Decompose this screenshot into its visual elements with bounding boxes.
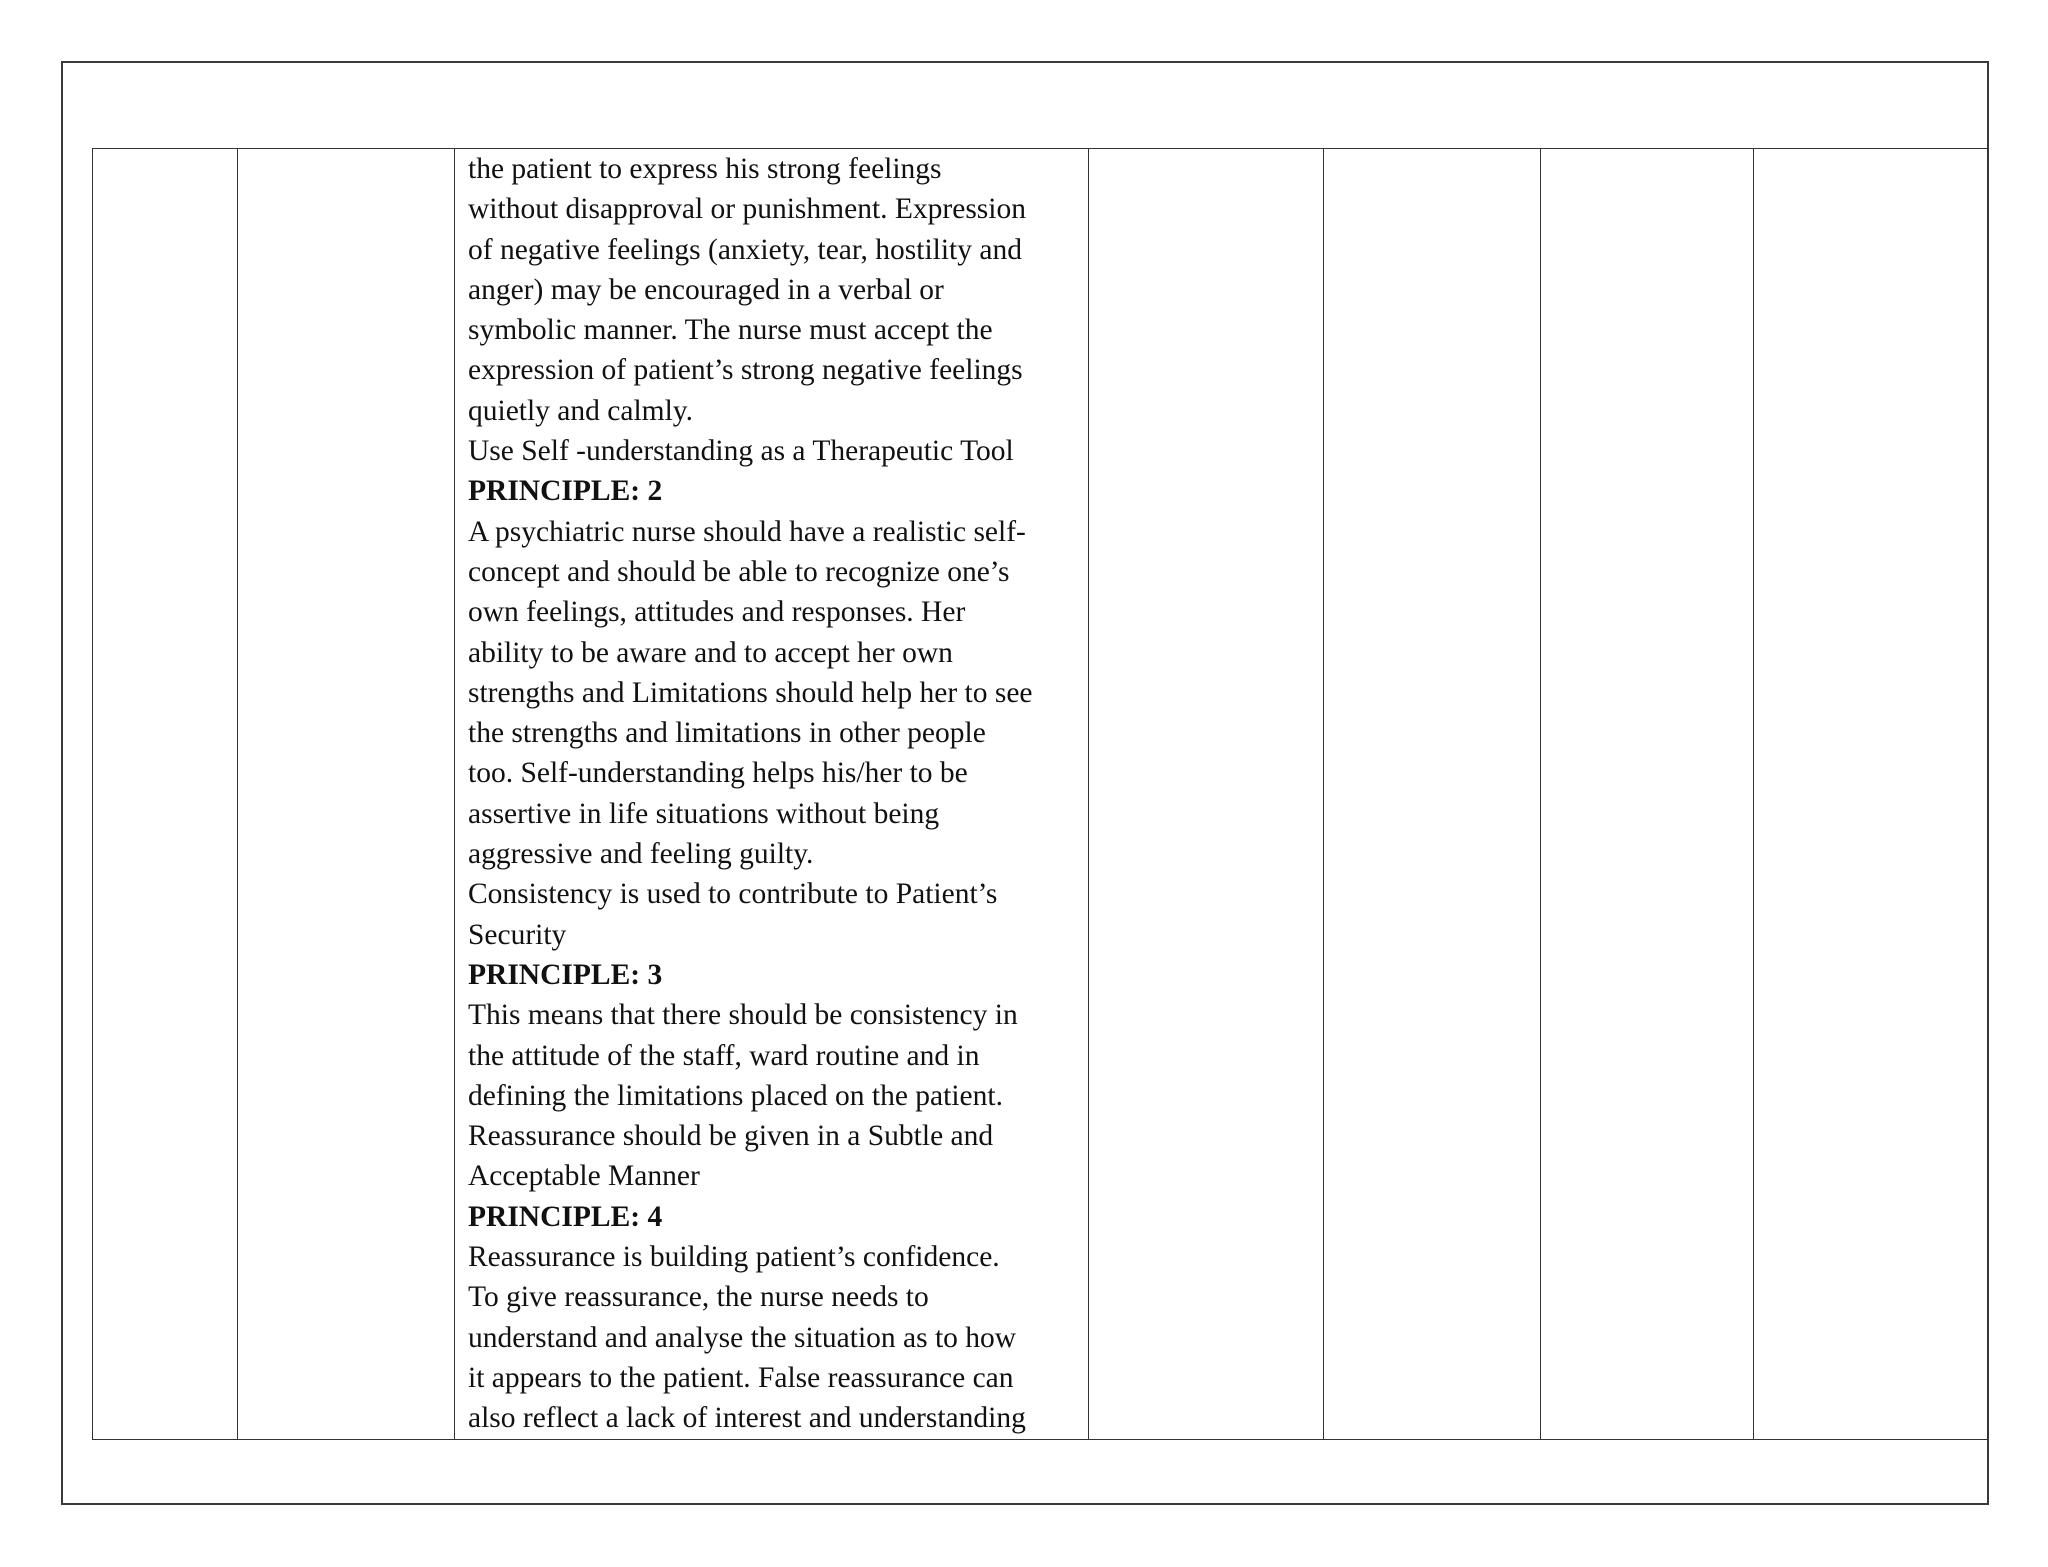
text-line: own feelings, attitudes and responses. Her — [468, 596, 966, 629]
table-row — [93, 149, 1988, 1440]
table-cell-empty-6 — [1541, 149, 1754, 1440]
text-line: Use Self -understanding as a Therapeutic Tool — [468, 435, 1014, 468]
principle-heading: PRINCIPLE: 4 — [468, 1200, 663, 1233]
text-line: too. Self-understanding helps his/her to be — [468, 757, 968, 790]
text-line: the attitude of the staff, ward routine and in — [468, 1039, 980, 1072]
text-line: anger) may be encouraged in a verbal or — [468, 273, 944, 306]
table-cell-principles — [455, 149, 1089, 1440]
text-line: concept and should be able to recognize one’s — [468, 555, 1010, 588]
text-line: it appears to the patient. False reassurance can — [468, 1361, 1014, 1394]
table-cell-empty-2 — [238, 149, 455, 1440]
text-line: of negative feelings (anxiety, tear, hostility and — [468, 233, 1022, 266]
text-line: quietly and calmly. — [468, 394, 694, 427]
text-line: A psychiatric nurse should have a realistic self- — [468, 515, 1026, 548]
text-line: the strengths and limitations in other people — [468, 717, 986, 750]
text-line: Reassurance is building patient’s confidence. — [468, 1241, 1000, 1274]
text-line: expression of patient’s strong negative feelings — [468, 354, 1023, 387]
text-line: Reassurance should be given in a Subtle and — [468, 1120, 994, 1153]
table-cell-empty-4 — [1089, 149, 1324, 1440]
text-line: strengths and Limitations should help her to see — [468, 676, 1033, 709]
text-line: symbolic manner. The nurse must accept the — [468, 314, 993, 347]
text-line: This means that there should be consistency in — [468, 999, 1018, 1032]
table-cell-empty-1 — [93, 149, 238, 1440]
document-table — [92, 148, 1988, 1440]
text-line: aggressive and feeling guilty. — [468, 838, 814, 871]
table-cell-empty-7 — [1754, 149, 1988, 1440]
text-line: ability to be aware and to accept her own — [468, 636, 953, 669]
principles-text — [468, 149, 1080, 1439]
text-line: understand and analyse the situation as to how — [468, 1321, 1017, 1354]
text-line: Security — [468, 918, 567, 951]
principle-heading: PRINCIPLE: 2 — [468, 475, 663, 508]
text-line: assertive in life situations without being — [468, 797, 940, 830]
principle-heading: PRINCIPLE: 3 — [468, 958, 663, 991]
text-line: the patient to express his strong feelings — [468, 153, 942, 185]
table-cell-empty-5 — [1324, 149, 1541, 1440]
text-line: To give reassurance, the nurse needs to — [468, 1281, 929, 1314]
text-line: also reflect a lack of interest and understanding — [468, 1402, 1026, 1435]
text-line: Consistency is used to contribute to Patient’s — [468, 878, 998, 911]
text-line: without disapproval or punishment. Expression — [468, 193, 1026, 226]
text-line: defining the limitations placed on the patient. — [468, 1079, 1003, 1112]
text-line: Acceptable Manner — [468, 1160, 700, 1193]
